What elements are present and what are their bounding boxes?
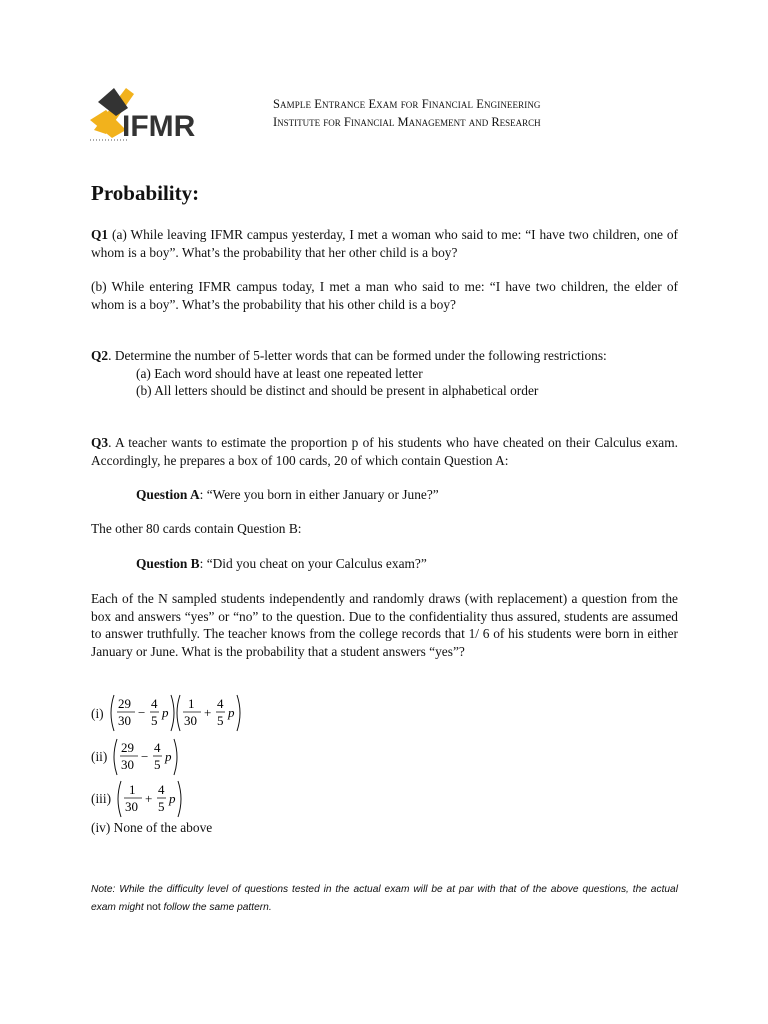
option-i-formula xyxy=(107,692,257,734)
q3-label: Q3 xyxy=(91,435,109,450)
option-iii-label: (iii) xyxy=(91,791,112,806)
svg-text:5: 5 xyxy=(217,713,224,728)
q3-text: Q3. A teacher wants to estimate the proportion p of his students who have cheated on their Calculus exam. Accordingly, he prepares a box of 100 cards, 20 of which contain Question A: xyxy=(91,435,678,468)
ifmr-logo xyxy=(88,86,208,142)
logo-gold-wedge xyxy=(90,110,126,138)
option-iv: (iv) None of the above xyxy=(91,820,213,835)
svg-text:5: 5 xyxy=(154,757,161,772)
svg-text:p: p xyxy=(165,749,172,764)
q3-question-b: Question B: “Did you cheat on your Calculus exam?” xyxy=(136,556,427,571)
footer-note: Note: While the difficulty level of questions tested in the actual exam will be at par with that of the above questions, the actual exam might not follow the same pattern. xyxy=(91,884,678,913)
svg-text:p: p xyxy=(162,705,169,720)
section-title: Probability: xyxy=(91,181,200,205)
svg-text:4: 4 xyxy=(154,740,161,755)
svg-text:p: p xyxy=(169,791,176,806)
q2-item-b: (b) All letters should be distinct and should be present in alphabetical order xyxy=(136,383,539,398)
svg-text:29: 29 xyxy=(121,740,134,755)
svg-text:−: − xyxy=(141,749,149,764)
svg-text:4: 4 xyxy=(158,782,165,797)
svg-text:1: 1 xyxy=(188,696,195,711)
q2-text: Q2. Determine the number of 5-letter words that can be formed under the following restrictions: xyxy=(91,348,607,363)
svg-text:4: 4 xyxy=(151,696,158,711)
svg-text:30: 30 xyxy=(121,757,134,772)
logo-text: IFMR xyxy=(122,110,196,142)
svg-text:30: 30 xyxy=(125,799,138,814)
svg-text:30: 30 xyxy=(118,713,131,728)
option-iii-formula xyxy=(114,778,194,820)
q1-label: Q1 xyxy=(91,227,109,242)
q3-body: Each of the N sampled students independently and randomly draws (with replacement) a question from the box and answers “yes” or “no” to the question. Due to the confidentiality thus assured, students are assumed to answer truthfully. The teacher knows from the college records that 1/ 6 of his students were born in either January or June. What is the probability that a student answers “yes”? xyxy=(91,591,678,659)
q2-item-a: (a) Each word should have at least one repeated letter xyxy=(136,366,423,381)
q3-question-a: Question A: “Were you born in either January or June?” xyxy=(136,487,439,502)
svg-text:1: 1 xyxy=(129,782,136,797)
svg-text:−: − xyxy=(138,705,146,720)
svg-text:5: 5 xyxy=(158,799,165,814)
svg-text:+: + xyxy=(204,705,212,720)
q1-part-b: (b) While entering IFMR campus today, I met a man who said to me: “I have two children, the elder of whom is a boy”. What’s the probability that his other child is a boy? xyxy=(91,279,678,312)
svg-text:p: p xyxy=(228,705,235,720)
svg-text:29: 29 xyxy=(118,696,131,711)
header-institute: Institute for Financial Management and Research xyxy=(273,115,541,129)
q3-other-cards: The other 80 cards contain Question B: xyxy=(91,521,302,536)
svg-text:4: 4 xyxy=(217,696,224,711)
option-ii-formula xyxy=(110,736,190,778)
q1-part-a: Q1 (a) While leaving IFMR campus yesterday, I met a woman who said to me: “I have two children, one of whom is a boy”. What’s the probability that her other child is a boy? xyxy=(91,227,678,260)
option-i-label: (i) xyxy=(91,706,104,721)
option-ii-label: (ii) xyxy=(91,749,108,764)
q2-label: Q2 xyxy=(91,348,109,363)
svg-text:30: 30 xyxy=(184,713,197,728)
header-exam-title: Sample Entrance Exam for Financial Engineering xyxy=(273,97,541,111)
svg-text:5: 5 xyxy=(151,713,158,728)
svg-text:+: + xyxy=(145,791,153,806)
